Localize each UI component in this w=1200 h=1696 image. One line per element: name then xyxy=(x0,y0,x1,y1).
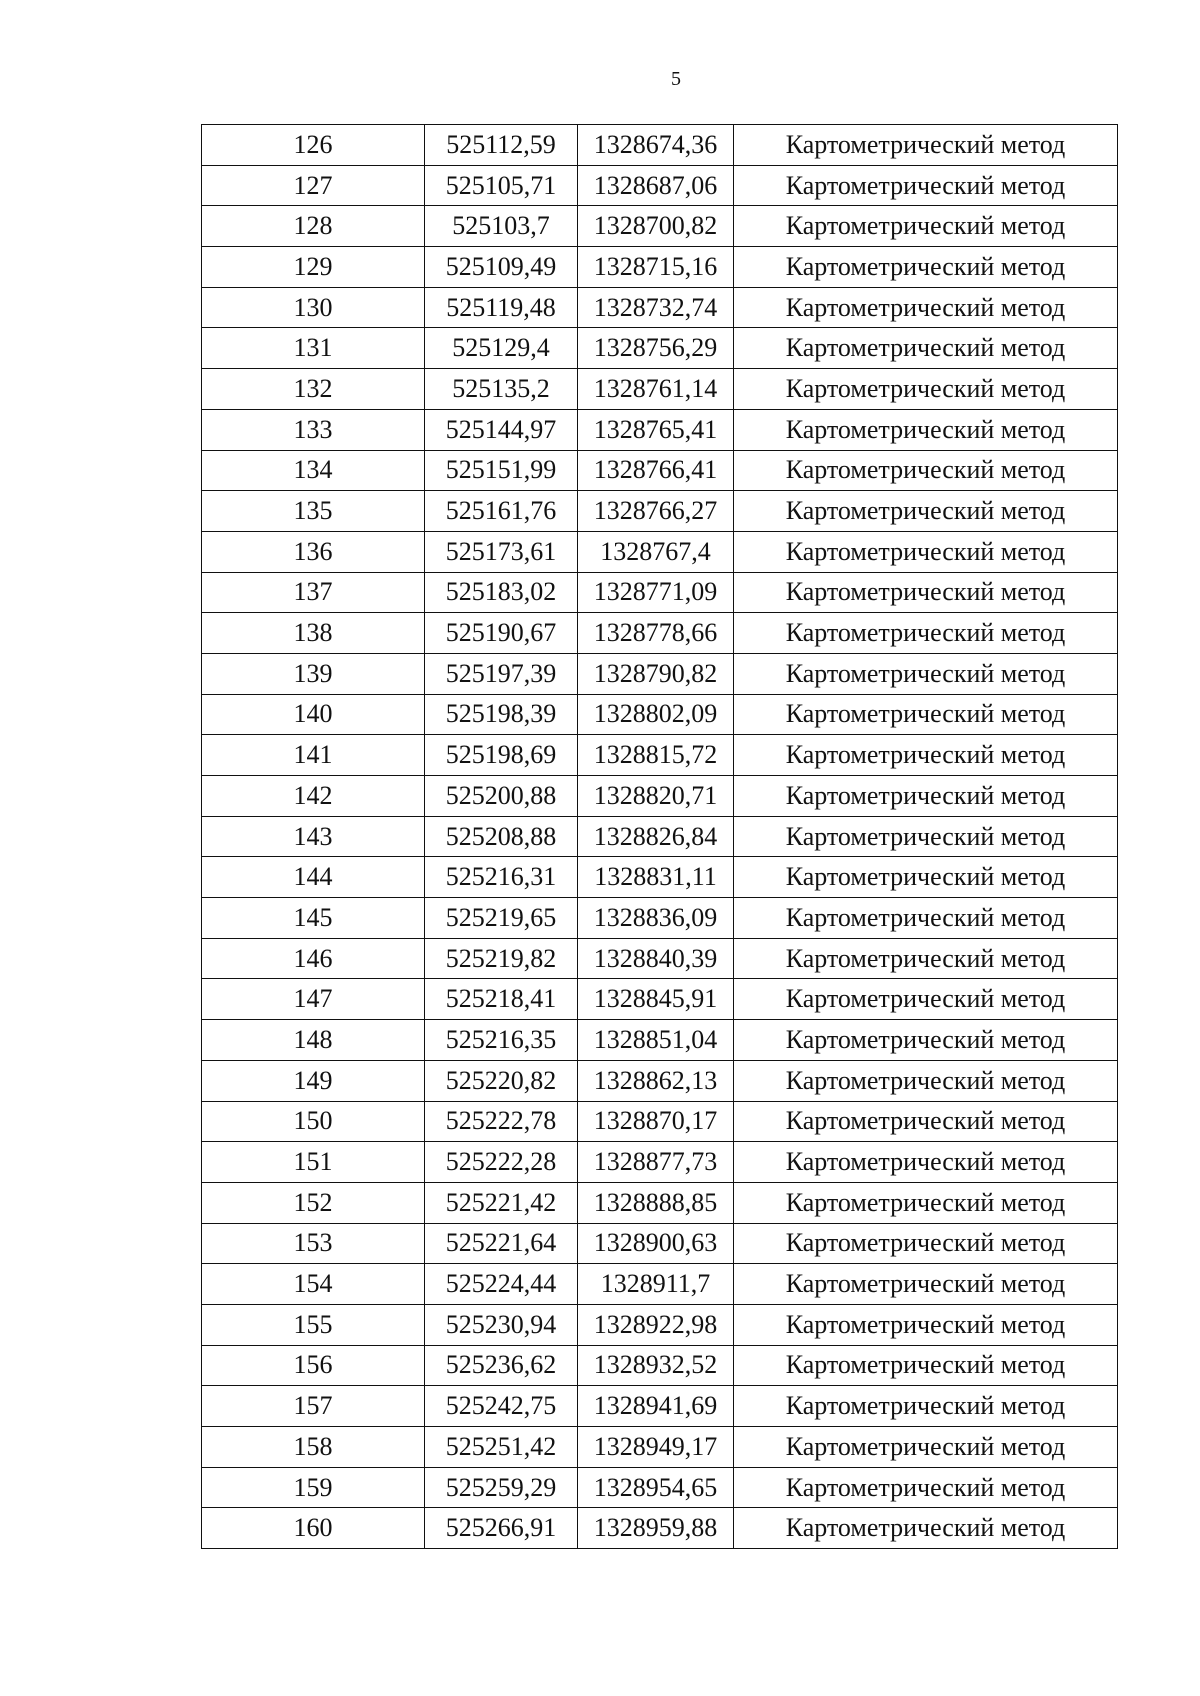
page-number xyxy=(76,68,1200,91)
point-number-cell: 153 xyxy=(202,1223,425,1264)
method-cell: Картометрический метод xyxy=(734,1508,1118,1549)
y-coordinate-cell: 1328778,66 xyxy=(578,613,734,654)
method-cell: Картометрический метод xyxy=(734,938,1118,979)
y-coordinate-cell: 1328911,7 xyxy=(578,1264,734,1305)
point-number-cell: 128 xyxy=(202,206,425,247)
x-coordinate-cell: 525221,42 xyxy=(425,1182,578,1223)
x-coordinate-cell: 525224,44 xyxy=(425,1264,578,1305)
table-row xyxy=(202,287,1118,328)
x-coordinate-cell: 525198,39 xyxy=(425,694,578,735)
y-coordinate-cell: 1328765,41 xyxy=(578,409,734,450)
method-cell: Картометрический метод xyxy=(734,1264,1118,1305)
y-coordinate-cell: 1328900,63 xyxy=(578,1223,734,1264)
point-number-cell: 138 xyxy=(202,613,425,654)
table-row xyxy=(202,125,1118,166)
x-coordinate-cell: 525216,35 xyxy=(425,1020,578,1061)
table-row xyxy=(202,776,1118,817)
method-cell: Картометрический метод xyxy=(734,735,1118,776)
point-number-cell: 143 xyxy=(202,816,425,857)
point-number-cell: 160 xyxy=(202,1508,425,1549)
method-cell: Картометрический метод xyxy=(734,287,1118,328)
x-coordinate-cell: 525236,62 xyxy=(425,1345,578,1386)
method-cell: Картометрический метод xyxy=(734,165,1118,206)
method-cell: Картометрический метод xyxy=(734,979,1118,1020)
x-coordinate-cell: 525190,67 xyxy=(425,613,578,654)
method-cell: Картометрический метод xyxy=(734,409,1118,450)
point-number-cell: 135 xyxy=(202,491,425,532)
point-number-cell: 149 xyxy=(202,1060,425,1101)
method-cell: Картометрический метод xyxy=(734,450,1118,491)
y-coordinate-cell: 1328826,84 xyxy=(578,816,734,857)
method-cell: Картометрический метод xyxy=(734,1467,1118,1508)
y-coordinate-cell: 1328815,72 xyxy=(578,735,734,776)
x-coordinate-cell: 525219,82 xyxy=(425,938,578,979)
method-cell: Картометрический метод xyxy=(734,1223,1118,1264)
table-row xyxy=(202,1101,1118,1142)
x-coordinate-cell: 525103,7 xyxy=(425,206,578,247)
y-coordinate-cell: 1328766,27 xyxy=(578,491,734,532)
method-cell: Картометрический метод xyxy=(734,1142,1118,1183)
x-coordinate-cell: 525200,88 xyxy=(425,776,578,817)
x-coordinate-cell: 525219,65 xyxy=(425,898,578,939)
y-coordinate-cell: 1328674,36 xyxy=(578,125,734,166)
x-coordinate-cell: 525135,2 xyxy=(425,369,578,410)
table-row xyxy=(202,491,1118,532)
table-row xyxy=(202,1386,1118,1427)
point-number-cell: 131 xyxy=(202,328,425,369)
table-row xyxy=(202,1427,1118,1468)
method-cell: Картометрический метод xyxy=(734,247,1118,288)
table-row xyxy=(202,247,1118,288)
y-coordinate-cell: 1328767,4 xyxy=(578,531,734,572)
x-coordinate-cell: 525112,59 xyxy=(425,125,578,166)
y-coordinate-cell: 1328766,41 xyxy=(578,450,734,491)
method-cell: Картометрический метод xyxy=(734,206,1118,247)
y-coordinate-cell: 1328851,04 xyxy=(578,1020,734,1061)
x-coordinate-cell: 525266,91 xyxy=(425,1508,578,1549)
x-coordinate-cell: 525218,41 xyxy=(425,979,578,1020)
x-coordinate-cell: 525161,76 xyxy=(425,491,578,532)
table-row xyxy=(202,165,1118,206)
method-cell: Картометрический метод xyxy=(734,572,1118,613)
y-coordinate-cell: 1328732,74 xyxy=(578,287,734,328)
table-row xyxy=(202,653,1118,694)
point-number-cell: 151 xyxy=(202,1142,425,1183)
point-number-cell: 142 xyxy=(202,776,425,817)
x-coordinate-cell: 525197,39 xyxy=(425,653,578,694)
method-cell: Картометрический метод xyxy=(734,491,1118,532)
x-coordinate-cell: 525109,49 xyxy=(425,247,578,288)
method-cell: Картометрический метод xyxy=(734,328,1118,369)
table-row xyxy=(202,1345,1118,1386)
table-row xyxy=(202,857,1118,898)
table-row xyxy=(202,979,1118,1020)
y-coordinate-cell: 1328877,73 xyxy=(578,1142,734,1183)
coordinates-table xyxy=(201,124,1118,1549)
table-row xyxy=(202,613,1118,654)
point-number-cell: 154 xyxy=(202,1264,425,1305)
method-cell: Картометрический метод xyxy=(734,857,1118,898)
y-coordinate-cell: 1328761,14 xyxy=(578,369,734,410)
method-cell: Картометрический метод xyxy=(734,613,1118,654)
method-cell: Картометрический метод xyxy=(734,1427,1118,1468)
point-number-cell: 156 xyxy=(202,1345,425,1386)
x-coordinate-cell: 525183,02 xyxy=(425,572,578,613)
y-coordinate-cell: 1328862,13 xyxy=(578,1060,734,1101)
table-row xyxy=(202,369,1118,410)
x-coordinate-cell: 525119,48 xyxy=(425,287,578,328)
method-cell: Картометрический метод xyxy=(734,898,1118,939)
y-coordinate-cell: 1328820,71 xyxy=(578,776,734,817)
x-coordinate-cell: 525221,64 xyxy=(425,1223,578,1264)
point-number-cell: 127 xyxy=(202,165,425,206)
x-coordinate-cell: 525222,28 xyxy=(425,1142,578,1183)
y-coordinate-cell: 1328932,52 xyxy=(578,1345,734,1386)
method-cell: Картометрический метод xyxy=(734,1020,1118,1061)
table-row xyxy=(202,1304,1118,1345)
y-coordinate-cell: 1328949,17 xyxy=(578,1427,734,1468)
x-coordinate-cell: 525251,42 xyxy=(425,1427,578,1468)
table-row xyxy=(202,206,1118,247)
point-number-cell: 147 xyxy=(202,979,425,1020)
y-coordinate-cell: 1328840,39 xyxy=(578,938,734,979)
point-number-cell: 130 xyxy=(202,287,425,328)
table-row xyxy=(202,938,1118,979)
table-row xyxy=(202,735,1118,776)
y-coordinate-cell: 1328771,09 xyxy=(578,572,734,613)
y-coordinate-cell: 1328888,85 xyxy=(578,1182,734,1223)
point-number-cell: 157 xyxy=(202,1386,425,1427)
page-number-text: 5 xyxy=(671,68,681,90)
point-number-cell: 133 xyxy=(202,409,425,450)
x-coordinate-cell: 525242,75 xyxy=(425,1386,578,1427)
method-cell: Картометрический метод xyxy=(734,125,1118,166)
point-number-cell: 144 xyxy=(202,857,425,898)
table-row xyxy=(202,898,1118,939)
y-coordinate-cell: 1328687,06 xyxy=(578,165,734,206)
method-cell: Картометрический метод xyxy=(734,1386,1118,1427)
y-coordinate-cell: 1328954,65 xyxy=(578,1467,734,1508)
table-row xyxy=(202,572,1118,613)
x-coordinate-cell: 525230,94 xyxy=(425,1304,578,1345)
table-row xyxy=(202,328,1118,369)
point-number-cell: 150 xyxy=(202,1101,425,1142)
table-row xyxy=(202,816,1118,857)
x-coordinate-cell: 525220,82 xyxy=(425,1060,578,1101)
y-coordinate-cell: 1328802,09 xyxy=(578,694,734,735)
x-coordinate-cell: 525222,78 xyxy=(425,1101,578,1142)
y-coordinate-cell: 1328700,82 xyxy=(578,206,734,247)
method-cell: Картометрический метод xyxy=(734,1345,1118,1386)
point-number-cell: 139 xyxy=(202,653,425,694)
y-coordinate-cell: 1328845,91 xyxy=(578,979,734,1020)
table-row xyxy=(202,1182,1118,1223)
method-cell: Картометрический метод xyxy=(734,369,1118,410)
point-number-cell: 126 xyxy=(202,125,425,166)
x-coordinate-cell: 525259,29 xyxy=(425,1467,578,1508)
x-coordinate-cell: 525144,97 xyxy=(425,409,578,450)
x-coordinate-cell: 525208,88 xyxy=(425,816,578,857)
table-row xyxy=(202,1264,1118,1305)
point-number-cell: 159 xyxy=(202,1467,425,1508)
y-coordinate-cell: 1328870,17 xyxy=(578,1101,734,1142)
method-cell: Картометрический метод xyxy=(734,816,1118,857)
y-coordinate-cell: 1328941,69 xyxy=(578,1386,734,1427)
y-coordinate-cell: 1328790,82 xyxy=(578,653,734,694)
point-number-cell: 152 xyxy=(202,1182,425,1223)
coordinates-table-body xyxy=(202,125,1118,1549)
point-number-cell: 132 xyxy=(202,369,425,410)
table-row xyxy=(202,694,1118,735)
y-coordinate-cell: 1328715,16 xyxy=(578,247,734,288)
point-number-cell: 137 xyxy=(202,572,425,613)
table-row xyxy=(202,409,1118,450)
table-row xyxy=(202,1060,1118,1101)
x-coordinate-cell: 525129,4 xyxy=(425,328,578,369)
y-coordinate-cell: 1328922,98 xyxy=(578,1304,734,1345)
table-row xyxy=(202,1467,1118,1508)
point-number-cell: 129 xyxy=(202,247,425,288)
y-coordinate-cell: 1328959,88 xyxy=(578,1508,734,1549)
method-cell: Картометрический метод xyxy=(734,531,1118,572)
x-coordinate-cell: 525216,31 xyxy=(425,857,578,898)
table-row xyxy=(202,531,1118,572)
point-number-cell: 134 xyxy=(202,450,425,491)
point-number-cell: 148 xyxy=(202,1020,425,1061)
y-coordinate-cell: 1328836,09 xyxy=(578,898,734,939)
point-number-cell: 155 xyxy=(202,1304,425,1345)
point-number-cell: 146 xyxy=(202,938,425,979)
point-number-cell: 136 xyxy=(202,531,425,572)
table-row xyxy=(202,1142,1118,1183)
method-cell: Картометрический метод xyxy=(734,1060,1118,1101)
method-cell: Картометрический метод xyxy=(734,1304,1118,1345)
method-cell: Картометрический метод xyxy=(734,1101,1118,1142)
x-coordinate-cell: 525105,71 xyxy=(425,165,578,206)
table-row xyxy=(202,1508,1118,1549)
table-row xyxy=(202,1223,1118,1264)
point-number-cell: 158 xyxy=(202,1427,425,1468)
y-coordinate-cell: 1328756,29 xyxy=(578,328,734,369)
method-cell: Картометрический метод xyxy=(734,653,1118,694)
x-coordinate-cell: 525198,69 xyxy=(425,735,578,776)
point-number-cell: 140 xyxy=(202,694,425,735)
point-number-cell: 145 xyxy=(202,898,425,939)
point-number-cell: 141 xyxy=(202,735,425,776)
method-cell: Картометрический метод xyxy=(734,694,1118,735)
table-row xyxy=(202,450,1118,491)
method-cell: Картометрический метод xyxy=(734,1182,1118,1223)
y-coordinate-cell: 1328831,11 xyxy=(578,857,734,898)
method-cell: Картометрический метод xyxy=(734,776,1118,817)
table-row xyxy=(202,1020,1118,1061)
x-coordinate-cell: 525173,61 xyxy=(425,531,578,572)
x-coordinate-cell: 525151,99 xyxy=(425,450,578,491)
